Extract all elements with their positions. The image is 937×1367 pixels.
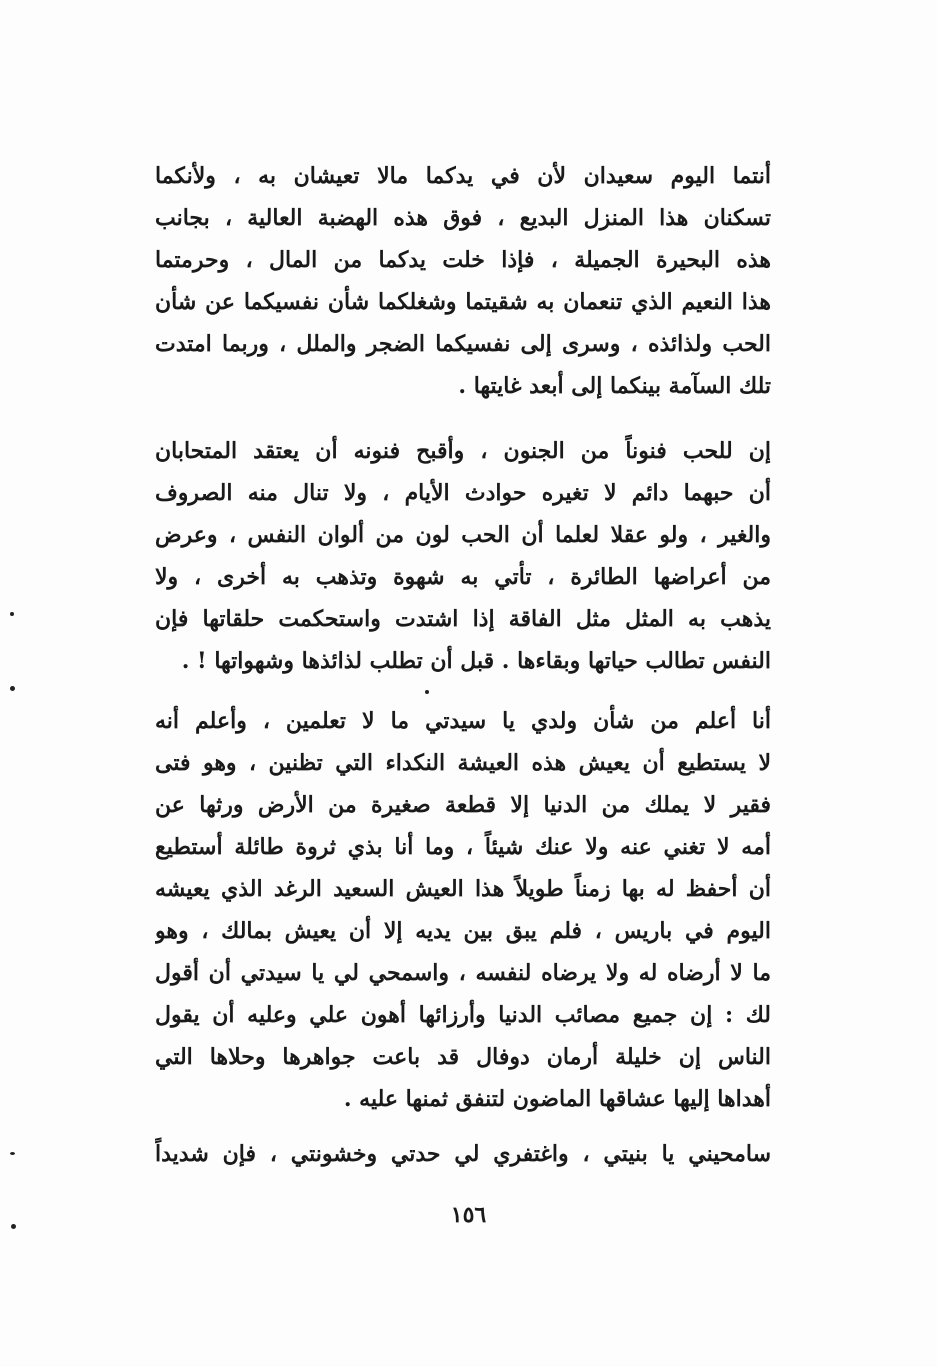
text-line: تسكنان هذا المنزل البديع ، فوق هذه الهضبة العالية ، بجانب — [155, 205, 771, 231]
paragraph-1 — [155, 155, 771, 407]
text-line: أنتما اليوم سعيدان لأن في يدكما مالا تعيشان به ، ولأنكما — [155, 163, 771, 189]
text-line: النفس تطالب حياتها وبقاءها . قبل أن تطلب لذائذها وشهواتها ! . — [181, 648, 771, 674]
text-line: هذا النعيم الذي تنعمان به شقيتما وشغلكما شأن نفسيكما عن شأن — [155, 289, 771, 315]
text-line: الحب ولذائذه ، وسرى إلى نفسيكما الضجر والملل ، وربما امتدت — [155, 331, 771, 357]
text-line: أن أحفظ له بها زمناً طويلاً هذا العيش السعيد الرغد الذي يعيشه — [155, 876, 771, 902]
page-number: ١٥٦ — [450, 1202, 487, 1228]
text-line: والغير ، ولو عقلا لعلما أن الحب لون من ألوان النفس ، وعرض — [155, 522, 771, 548]
text-line: أن حبهما دائم لا تغيره حوادث الأيام ، ولا تنال منه الصروف — [155, 480, 771, 506]
text-line: لك : إن جميع مصائب الدنيا وأرزائها أهون علي وعليه أن يقول — [155, 1002, 771, 1028]
text-line: هذه البحيرة الجميلة ، فإذا خلت يدكما من المال ، وحرمتما — [155, 247, 771, 273]
text-line: الناس إن خليلة أرمان دوفال قد باعت جواهرها وحلاها التي — [155, 1044, 771, 1070]
scan-speck — [425, 690, 429, 694]
text-line: من أعراضها الطائرة ، تأتي به شهوة وتذهب به أخرى ، ولا — [155, 564, 771, 590]
text-line: تلك السآمة بينكما إلى أبعد غايتها . — [458, 373, 771, 399]
text-line: لا يستطيع أن يعيش هذه العيشة النكداء التي تظنين ، وهو فتى — [155, 750, 771, 776]
paragraph-4 — [155, 1133, 771, 1175]
text-line: أمه لا تغني عنه ولا عنك شيئاً ، وما أنا بذي ثروة طائلة أستطيع — [155, 834, 771, 860]
text-line: أنا أعلم من شأن ولدي يا سيدتي ما لا تعلمين ، وأعلم أنه — [155, 708, 771, 734]
text-line: يذهب به المثل مثل الفاقة إذا اشتدت واستحكمت حلقاتها فإن — [155, 606, 771, 632]
paragraph-3 — [155, 700, 771, 1120]
text-line: اليوم في باريس ، فلم يبق بين يديه إلا أن يعيش بمالك ، وهو — [155, 918, 771, 944]
paragraph-2 — [155, 430, 771, 682]
text-line: ما لا أرضاه له ولا يرضاه لنفسه ، واسمحي لي يا سيدتي أن أقول — [155, 960, 771, 986]
text-line: إن للحب فنوناً من الجنون ، وأقبح فنونه أن يعتقد المتحابان — [155, 438, 771, 464]
scan-speck — [11, 1224, 16, 1229]
scan-speck — [10, 686, 15, 691]
text-line: فقير لا يملك من الدنيا إلا قطعة صغيرة من الأرض ورثها عن — [155, 792, 771, 818]
text-line: أهداها إليها عشاقها الماضون لتنفق ثمنها عليه . — [343, 1086, 771, 1112]
scan-speck — [10, 612, 14, 616]
text-line: سامحيني يا بنيتي ، واغتفري لي حدتي وخشونتي ، فإن شديداً — [155, 1141, 771, 1167]
scan-speck — [10, 1152, 15, 1155]
